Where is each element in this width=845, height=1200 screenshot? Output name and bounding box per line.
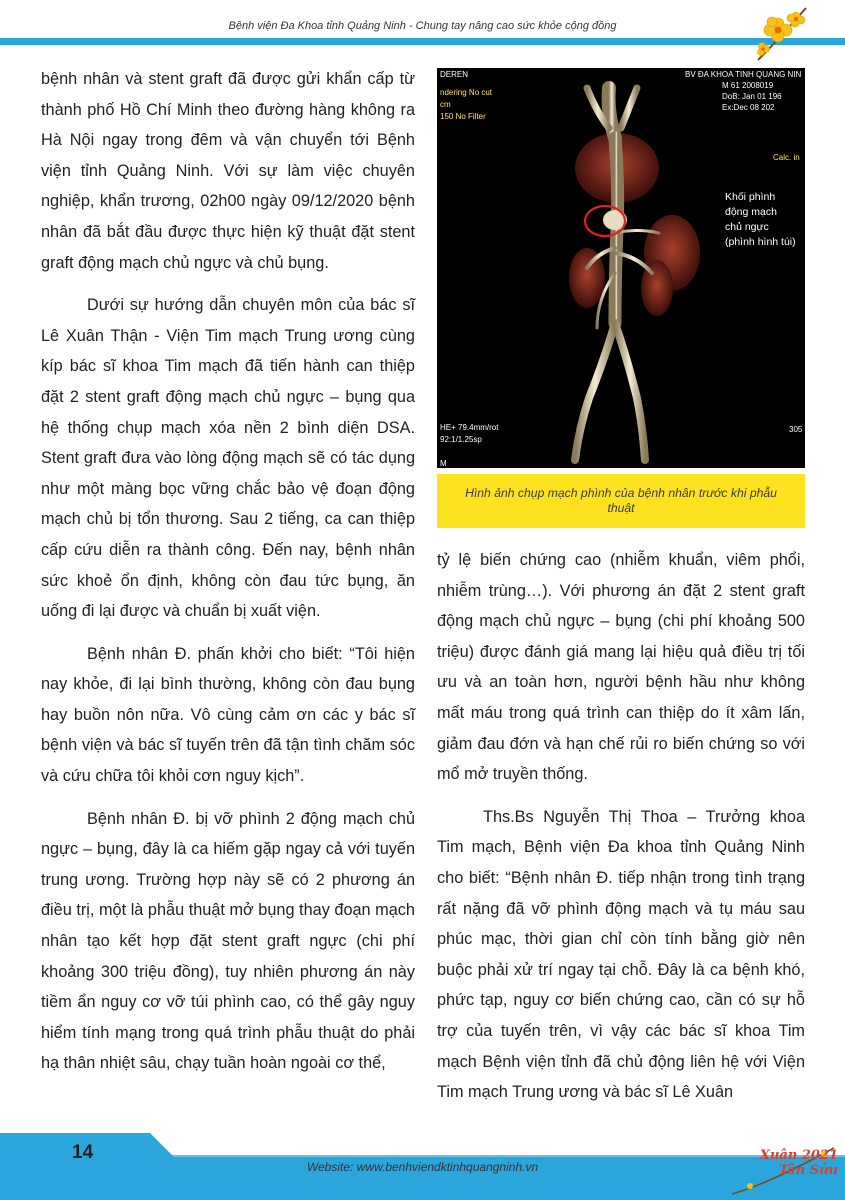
apricot-blossom-icon <box>748 2 810 64</box>
annotation-label: Khối phình <box>725 191 776 203</box>
paragraph: tỷ lệ biến chứng cao (nhiễm khuẩn, viêm phổi, nhiễm trùng…). Với phương án đặt 2 stent graft động mạch chủ ngực – bụng (chi phí khoảng 500 triệu) được đánh giá mang lại hiệu quả điều trị tối ưu và an toàn hơn, người bệnh hầu như không mất máu trong quá trình can thiệp do ít xâm lấn, giảm đau đớn và hạn chế rủi ro biến chứng so với mổ mở truyền thống. <box>437 551 805 784</box>
overlay-text: ndering No cut <box>440 88 493 97</box>
overlay-text: M <box>440 459 447 468</box>
running-header: Bệnh viện Đa Khoa tỉnh Quảng Ninh - Chung tay nâng cao sức khỏe cộng đồng <box>228 20 617 32</box>
overlay-text: 305 <box>789 425 803 434</box>
overlay-text: 92:1/1.25sp <box>440 435 482 444</box>
paragraph: Bệnh nhân Đ. bị vỡ phình 2 động mạch chủ ngực – bụng, đây là ca hiếm gặp ngay cả với tuyến trung ương. Trường hợp này sẽ có 2 phương án điều trị, một là phẫu thuật mở bụng thay đoạn mạch nhân tạo kết hợp đặt stent graft ngực (chi phí khoảng 300 triệu đồng), tuy nhiên phương án này tiềm ẩn nguy cơ vỡ túi phình cao, có thể gây nguy hiểm tính mạng trong quá trình phẫu thuật do phải hạ thân nhiệt sâu, chạy tuần hoàn ngoài cơ thể, <box>41 809 415 1073</box>
overlay-text: Calc. in <box>773 153 800 162</box>
paragraph: Ths.Bs Nguyễn Thị Thoa – Trưởng khoa Tim mạch, Bệnh viện Đa khoa tỉnh Quảng Ninh cho biết: “Bệnh nhân Đ. tiếp nhận trong tình trạng rất nặng đã vỡ phình động mạch và tụ máu sau phúc mạc, thời gian chỉ còn tính bằng giờ nên buộc phải xử trí ngay tại chỗ. Đây là ca bệnh khó, phức tạp, nguy cơ biến chứng cao, cần có sự hỗ trợ của tuyến trên, vì vậy các bác sĩ khoa Tim mạch Bệnh viện tỉnh đã chủ động liên hệ với Viện Tim mạch Trung ương và bác sĩ Lê Xuân <box>437 807 805 1102</box>
overlay-text: DEREN <box>440 70 469 79</box>
annotation-label: động mạch <box>725 206 777 218</box>
annotation-label: chủ ngực <box>725 221 769 233</box>
overlay-text: 150 No Filter <box>440 112 486 121</box>
website-url: Website: www.benhviendktinhquangninh.vn <box>306 1160 539 1174</box>
paragraph: bệnh nhân và stent graft đã được gửi khẩn cấp từ thành phố Hồ Chí Minh theo đường hàng không ra Hà Nội ngay trong đêm và vận chuyển tới Bệnh viện tỉnh Quảng Ninh. Với sự làm việc chuyên nghiệp, khẩn trương, 02h00 ngày 09/12/2020 bệnh nhân đã bắt đầu được thực hiện kỹ thuật đặt stent graft động mạch chủ ngực và chủ bụng. <box>41 70 415 272</box>
overlay-text: Ex:Dec 08 202 <box>722 103 775 112</box>
figure-caption: Hình ảnh chụp mạch phình của bệnh nhân trước khi phẫu thuật <box>437 474 805 528</box>
header-rule <box>0 38 845 45</box>
overlay-text: cm <box>440 100 451 109</box>
overlay-text: HE+ 79.4mm/rot <box>440 423 499 432</box>
paragraph: Bệnh nhân Đ. phấn khởi cho biết: “Tôi hiện nay khỏe, đi lại bình thường, không còn đau bụng hay buồn nôn nữa. Vô cùng cảm ơn các y bác sĩ bệnh viện và bác sĩ tuyến trên đã tận tình chăm sóc và cứu chữa tôi khỏi cơn nguy kịch”. <box>41 644 415 786</box>
left-column <box>41 64 415 1079</box>
right-column <box>437 545 805 1108</box>
overlay-text: DoB: Jan 01 196 <box>722 92 782 101</box>
brand-line: Xuân 2021 <box>759 1148 838 1163</box>
paragraph: Dưới sự hướng dẫn chuyên môn của bác sĩ Lê Xuân Thận - Viện Tim mạch Trung ương cùng kíp bác sĩ khoa Tim mạch đã tiến hành can thiệp đặt 2 stent graft động mạch chủ ngực – bụng qua hệ thống chụp mạch xóa nền 2 bình diện DSA. Stent graft đưa vào lòng động mạch sẽ có tác dụng như một màng bọc vững chắc bảo vệ đoạn động mạch chủ bị tổn thương. Sau 2 tiếng, ca can thiệp cấp cứu diễn ra thành công. Đến nay, bệnh nhân sức khoẻ ổn định, không còn đau tức bụng, ăn uống đi lại được và chuẩn bị xuất viện. <box>41 296 415 621</box>
overlay-text: BV ĐA KHOA TINH QUANG NIN <box>685 70 802 79</box>
brand-line: Tân Sửu <box>778 1163 838 1178</box>
overlay-text: M 61 2008019 <box>722 81 774 90</box>
annotation-label: (phình hình túi) <box>725 236 796 248</box>
angiography-image <box>437 68 805 468</box>
page-number: 14 <box>72 1142 94 1163</box>
spring-brand <box>742 1148 838 1178</box>
